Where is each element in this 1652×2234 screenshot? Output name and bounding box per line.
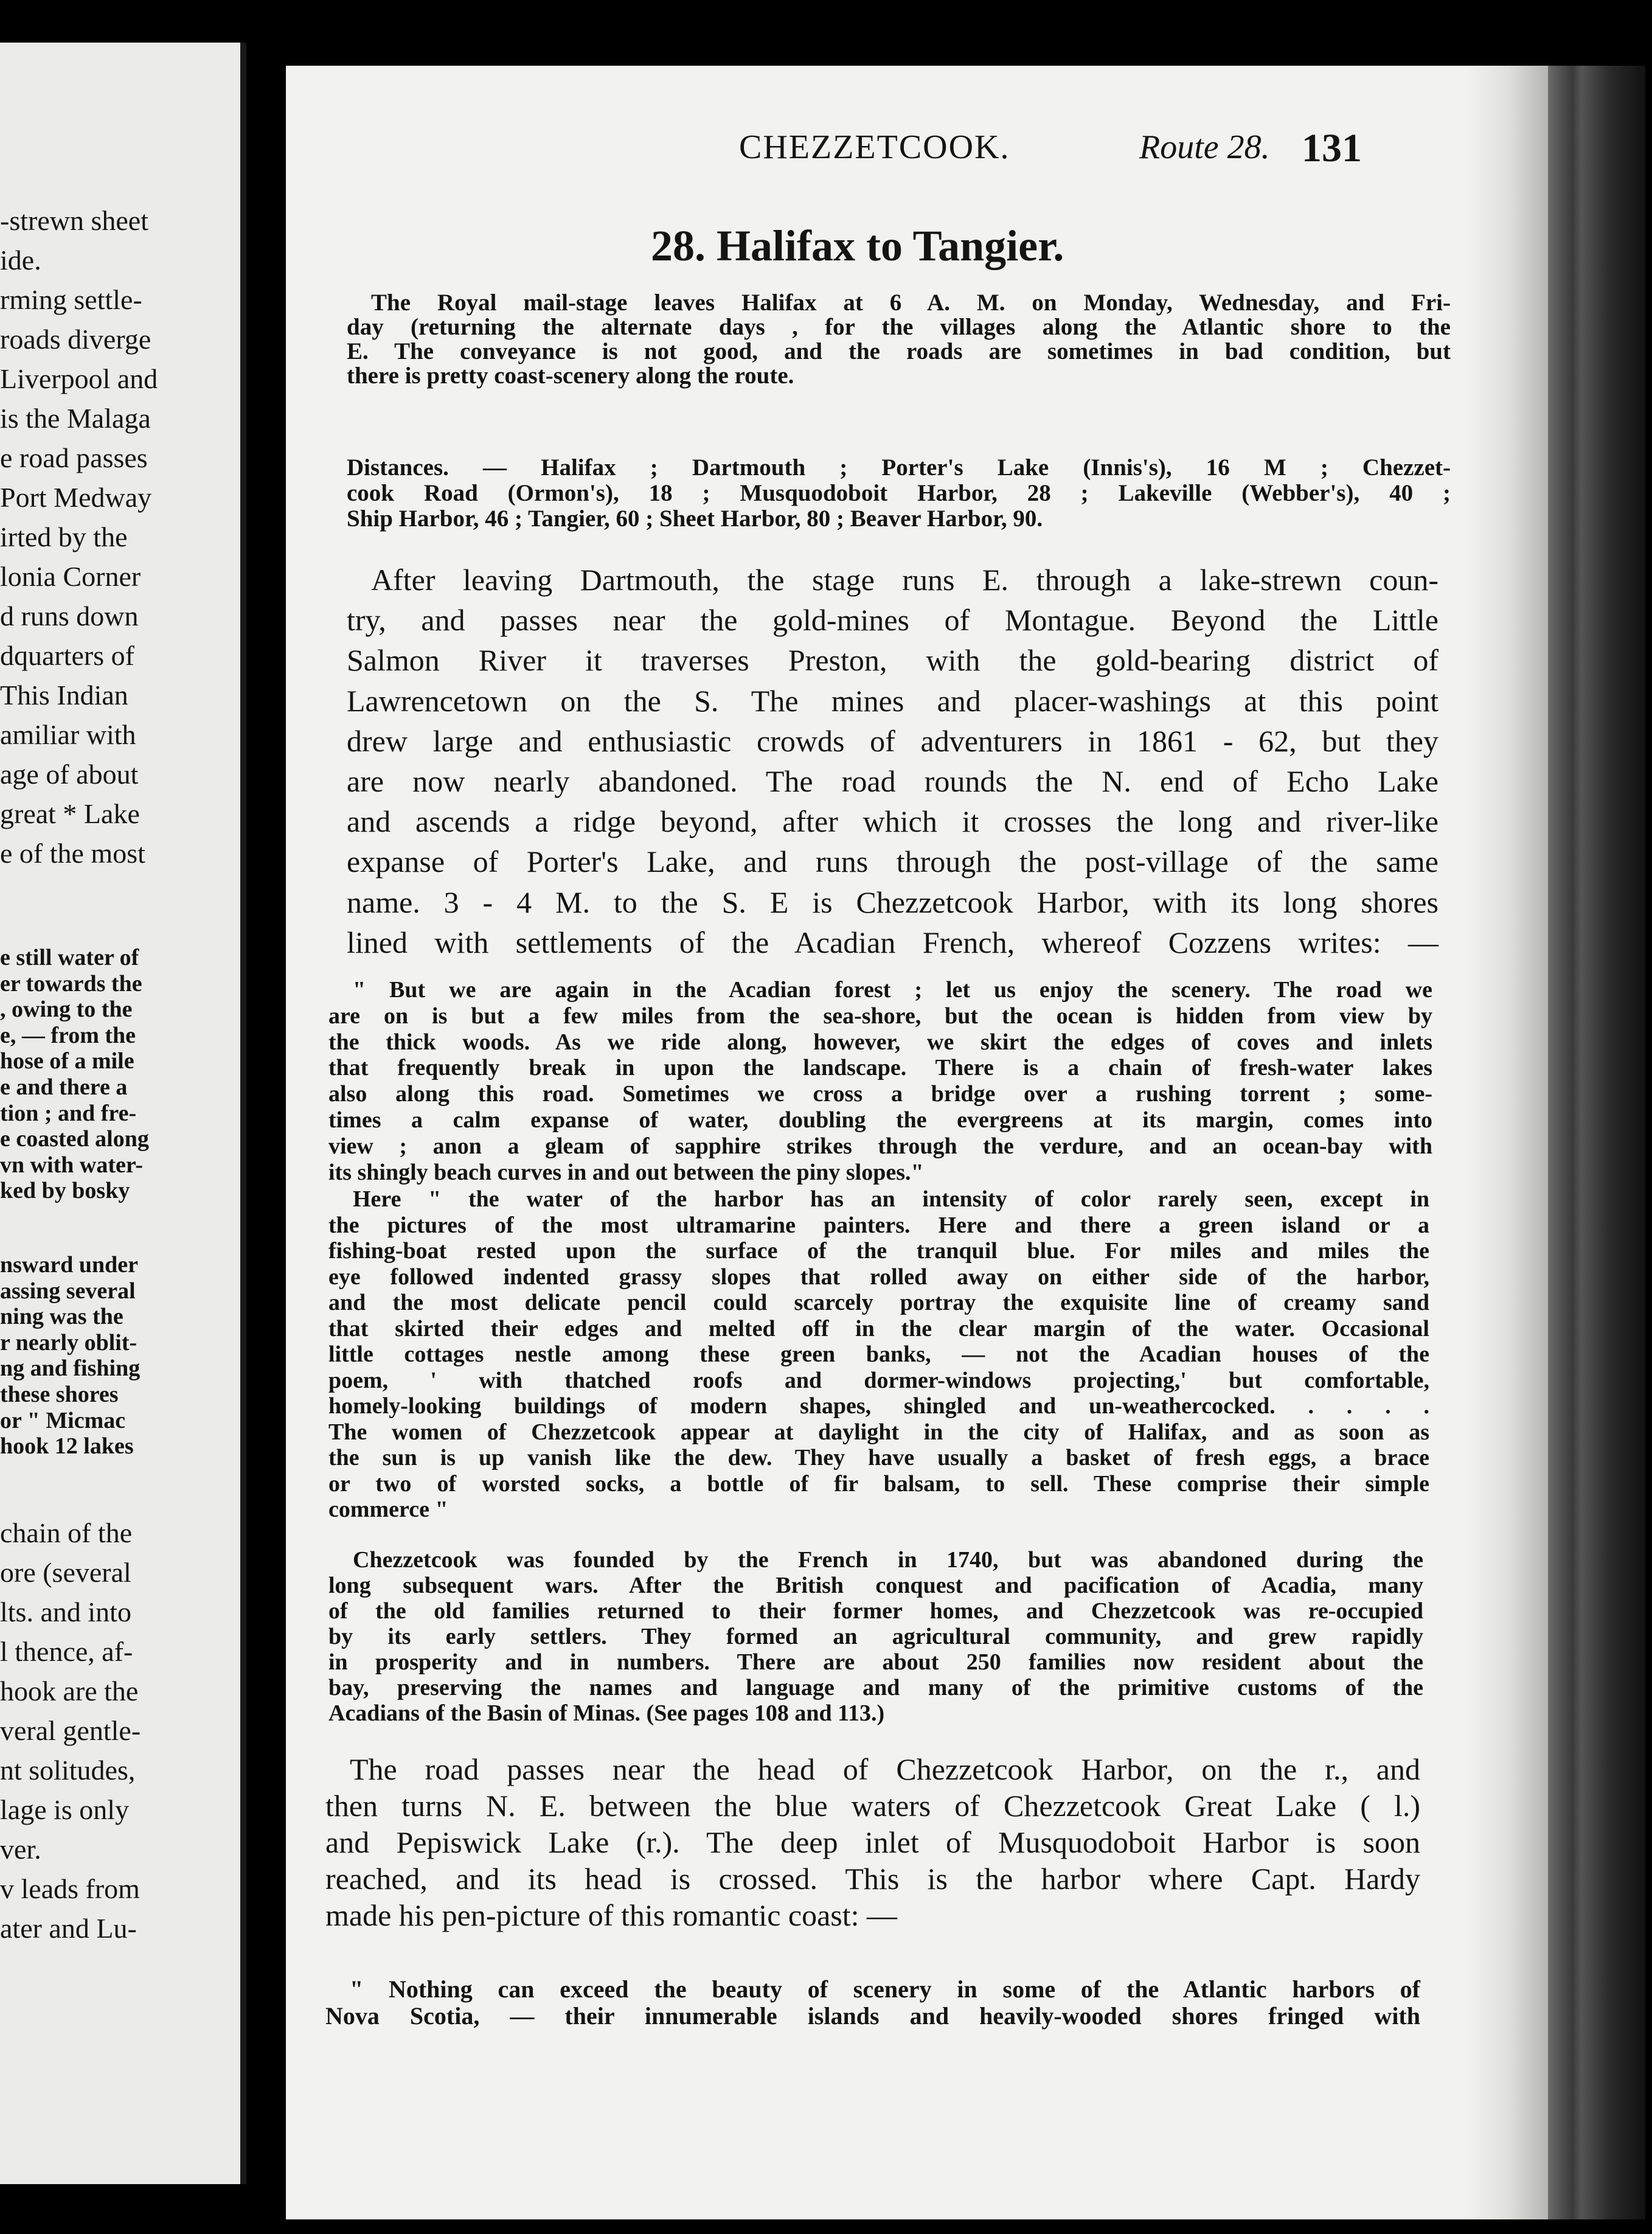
facing-page-line: ver. [0, 1834, 41, 1865]
facing-page-line: hook are the [0, 1676, 139, 1707]
history-note [328, 1547, 1423, 1726]
facing-page-line: irted by the [0, 521, 128, 552]
text-line: in prosperity and in numbers. There are about 250 families now resident about the [328, 1649, 1423, 1675]
text-line: that skirted their edges and melted off in the clear margin of the water. Occasional [328, 1315, 1429, 1341]
facing-page-line: r nearly oblit- [0, 1329, 137, 1355]
facing-page-line: is the Malaga [0, 403, 151, 434]
facing-page-line: ide. [0, 245, 41, 276]
body-paragraph [347, 560, 1439, 962]
facing-page-line: amiliar with [0, 719, 136, 750]
text-line: its shingly beach curves in and out between the piny slopes." [328, 1159, 924, 1185]
facing-page-line: er towards the [0, 970, 142, 997]
book-page [286, 66, 1548, 2219]
facing-page-line: nt solitudes, [0, 1755, 136, 1786]
facing-page-line: great * Lake [0, 798, 140, 829]
text-line: or two of worsted socks, a bottle of fir balsam, to sell. These comprise their simple [328, 1470, 1429, 1497]
facing-page-line: assing several [0, 1278, 136, 1304]
facing-page-line: Liverpool and [0, 363, 158, 394]
text-line: the thick woods. As we ride along, however, we skirt the edges of coves and inlets [328, 1029, 1432, 1055]
text-line: commerce " [328, 1497, 448, 1522]
facing-page-line: hose of a mile [0, 1048, 134, 1074]
distances-list [347, 455, 1451, 532]
facing-page-line: ng and fishing [0, 1355, 141, 1382]
text-line: of the old families returned to their former homes, and Chezzetcook was re-occupied [328, 1598, 1423, 1624]
text-line: homely-looking buildings of modern shapes, shingled and un-weathercocked. . . . . [328, 1393, 1429, 1419]
text-line: Chezzetcook was founded by the French in 1740, but was abandoned during the [353, 1547, 1423, 1573]
facing-page-line: l thence, af- [0, 1636, 133, 1667]
page-number: 131 [1302, 126, 1362, 170]
facing-page-line: nsward under [0, 1252, 138, 1278]
text-line: expanse of Porter's Lake, and runs through the post-village of the same [347, 844, 1439, 879]
text-line: E. The conveyance is not good, and the roads are sometimes in bad condition, but [347, 338, 1451, 364]
facing-page-line: ked by bosky [0, 1178, 130, 1204]
text-line: Here " the water of the harbor has an intensity of color rarely seen, except in [353, 1186, 1429, 1212]
text-line: Nova Scotia, — their innumerable islands and heavily-wooded shores fringed with [325, 2002, 1420, 2030]
text-line: fishing-boat rested upon the surface of the tranquil blue. For miles and miles the [328, 1238, 1429, 1264]
text-line: day (returning the alternate days , for the villages along the Atlantic shore to the [347, 314, 1451, 340]
facing-page-line: roads diverge [0, 324, 151, 355]
text-line: by its early settlers. They formed an agricultural community, and grew rapidly [328, 1624, 1423, 1649]
text-line: eye followed indented grassy slopes that rolled away on either side of the harbor, [328, 1264, 1429, 1290]
running-title: CHEZZETCOOK. [739, 128, 1010, 166]
text-line: also along this road. Sometimes we cross a bridge over a rushing torrent ; some- [328, 1081, 1432, 1107]
text-line: cook Road (Ormon's), 18 ; Musquodoboit Harbor, 28 ; Lakeville (Webber's), 40 ; [347, 480, 1451, 506]
text-line: view ; anon a gleam of sapphire strikes through the verdure, and an ocean-bay with [328, 1133, 1432, 1159]
text-line: try, and passes near the gold-mines of Montague. Beyond the Little [347, 603, 1439, 638]
text-line: " But we are again in the Acadian forest ; let us enjoy the scenery. The road we [353, 977, 1432, 1003]
facing-page-line: tion ; and fre- [0, 1100, 137, 1126]
text-line: reached, and its head is crossed. This is the harbor where Capt. Hardy [325, 1862, 1420, 1896]
facing-page-line: chain of the [0, 1517, 133, 1548]
facing-page-line: vn with water- [0, 1152, 143, 1178]
text-line: there is pretty coast-scenery along the route. [347, 363, 794, 389]
text-line: name. 3 - 4 M. to the S. E is Chezzetcook Harbor, with its long shores [347, 885, 1439, 919]
text-line: times a calm expanse of water, doubling the evergreens at its margin, comes into [328, 1107, 1432, 1133]
facing-page-line: This Indian [0, 680, 128, 711]
text-line: Acadians of the Basin of Minas. (See pages 108 and 113.) [328, 1700, 885, 1726]
text-line: lined with settlements of the Acadian French, whereof Cozzens writes: — [347, 925, 1439, 959]
text-line: The road passes near the head of Chezzetcook Harbor, on the r., and [350, 1752, 1420, 1786]
facing-page-line: these shores [0, 1382, 119, 1407]
cozzens-quote [328, 977, 1432, 1185]
facing-page-line: dquarters of [0, 640, 134, 671]
facing-page-line: lts. and into [0, 1596, 131, 1627]
page-shadow [1466, 66, 1548, 2219]
facing-page-line: rming settle- [0, 284, 142, 315]
text-line: poem, ' with thatched roofs and dormer-windows projecting,' but comfortable, [328, 1367, 1429, 1393]
text-line: are on is but a few miles from the sea-shore, but the ocean is hidden from view by [328, 1003, 1432, 1029]
facing-page-line: e still water of [0, 945, 139, 970]
text-line: little cottages nestle among these green banks, — not the Acadian houses of the [328, 1341, 1429, 1367]
hardy-quote [325, 1976, 1420, 2030]
facing-page-line: age of about [0, 759, 139, 790]
facing-page-line: ore (several [0, 1557, 131, 1588]
text-line: the pictures of the most ultramarine painters. Here and there a green island or a [328, 1212, 1429, 1238]
facing-page-line: ater and Lu- [0, 1913, 137, 1944]
text-line: Salmon River it traverses Preston, with the gold-bearing district of [347, 643, 1439, 678]
facing-page-line: e coasted along [0, 1126, 149, 1152]
section-heading: 28. Halifax to Tangier. [651, 221, 1064, 270]
facing-page-line: hook 12 lakes [0, 1433, 134, 1460]
facing-page-line: lonia Corner [0, 561, 141, 592]
text-line: and ascends a ridge beyond, after which it crosses the long and river-like [347, 804, 1439, 839]
facing-page [0, 43, 246, 2184]
facing-page-line: d runs down [0, 600, 139, 632]
text-line: bay, preserving the names and language and many of the primitive customs of the [328, 1675, 1423, 1700]
text-line: made his pen-picture of this romantic coast: — [325, 1898, 898, 1932]
facing-page-line: or " Micmac [0, 1407, 126, 1433]
text-line: The women of Chezzetcook appear at daylight in the city of Halifax, and as soon as [328, 1419, 1429, 1445]
facing-page-line: e, — from the [0, 1022, 136, 1048]
route-label: Route 28. [1139, 128, 1270, 166]
facing-page-line: veral gentle- [0, 1715, 141, 1746]
text-line: and the most delicate pencil could scarcely portray the exquisite line of creamy sand [328, 1290, 1429, 1315]
facing-page-line: v leads from [0, 1873, 140, 1904]
stage-notice [347, 291, 1451, 388]
facing-page-line: ning was the [0, 1304, 123, 1330]
text-line: After leaving Dartmouth, the stage runs E. through a lake-strewn coun- [371, 563, 1439, 597]
text-line: and Pepiswick Lake (r.). The deep inlet of Musquodoboit Harbor is soon [325, 1825, 1420, 1859]
facing-page-line: , owing to the [0, 997, 133, 1023]
text-line: are now nearly abandoned. The road rounds the N. end of Echo Lake [347, 764, 1439, 799]
text-line: " Nothing can exceed the beauty of scenery in some of the Atlantic harbors of [350, 1975, 1420, 2003]
text-line: Lawrencetown on the S. The mines and placer-washings at this point [347, 683, 1439, 718]
text-line: Distances. — Halifax ; Dartmouth ; Porter's Lake (Innis's), 16 M ; Chezzet- [347, 454, 1451, 481]
text-line: long subsequent wars. After the British conquest and pacification of Acadia, many [328, 1573, 1423, 1598]
text-line: then turns N. E. between the blue waters of Chezzetcook Great Lake ( l.) [325, 1789, 1420, 1823]
harbor-quote [328, 1186, 1429, 1523]
facing-page-line: e and there a [0, 1074, 128, 1100]
text-line: that frequently break in upon the landscape. There is a chain of fresh-water lakes [328, 1055, 1432, 1081]
text-line: drew large and enthusiastic crowds of adventurers in 1861 - 62, but they [347, 723, 1439, 758]
book-binding-edge [1548, 66, 1645, 2219]
text-line: The Royal mail-stage leaves Halifax at 6 A. M. on Monday, Wednesday, and Fri- [371, 290, 1451, 316]
facing-page-line: e of the most [0, 838, 145, 869]
running-head [739, 128, 1548, 176]
text-line: Ship Harbor, 46 ; Tangier, 60 ; Sheet Harbor, 80 ; Beaver Harbor, 90. [347, 506, 1043, 532]
facing-page-line: e road passes [0, 442, 148, 473]
facing-page-line: Port Medway [0, 482, 152, 513]
body-paragraph-2 [325, 1751, 1420, 1933]
text-line: the sun is up vanish like the dew. They have usually a basket of fresh eggs, a brace [328, 1445, 1429, 1470]
facing-page-line: lage is only [0, 1794, 130, 1825]
facing-page-line: -strewn sheet [0, 205, 148, 236]
